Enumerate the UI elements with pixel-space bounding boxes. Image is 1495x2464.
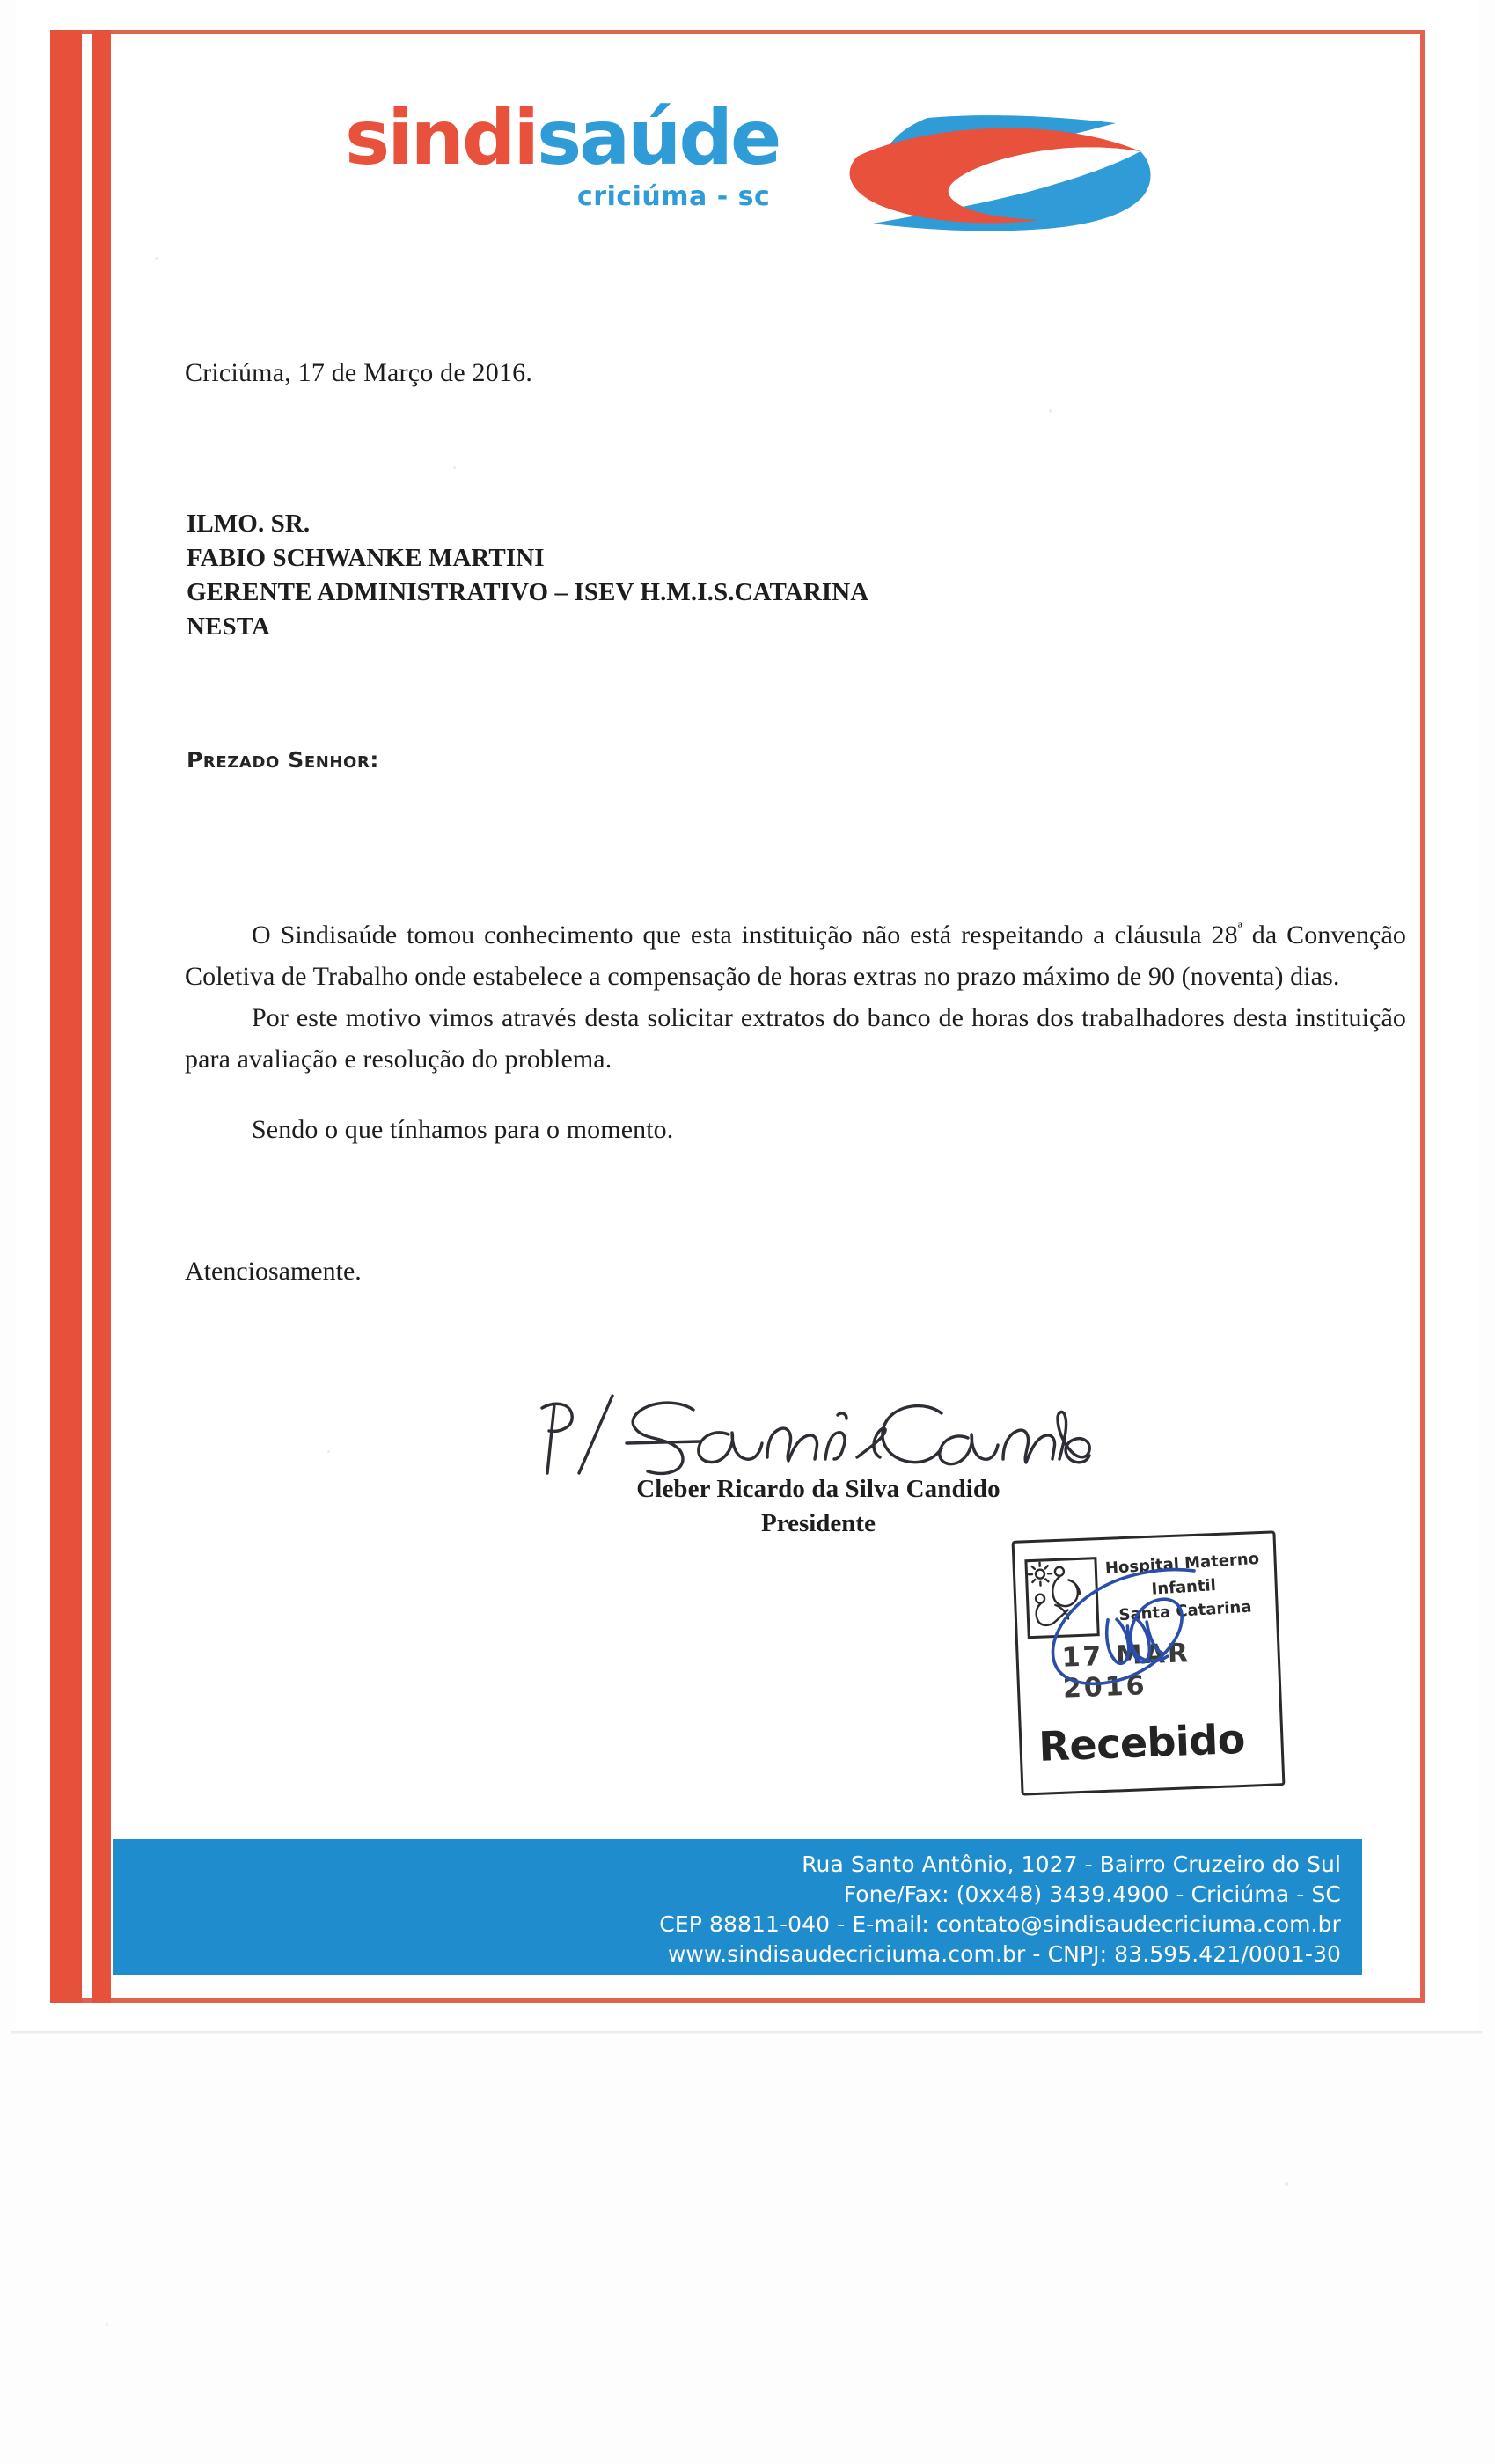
footer-bar — [113, 1839, 1362, 1975]
salutation-line: Prezado Senhor: — [187, 747, 379, 773]
swoosh-logo-icon — [836, 99, 1162, 239]
recipient-block — [187, 507, 868, 644]
footer-line-phone: Fone/Fax: (0xx48) 3439.4900 - Criciúma - SC — [843, 1881, 1341, 1907]
body-paragraph-1-part-b: da Convenção Coletiva de Trabalho onde estabelece a compensação de horas extras no prazo máximo de 90 (noventa) dias. — [185, 920, 1406, 991]
scan-speckle — [106, 2323, 108, 2326]
frame-border-bottom — [73, 1998, 1425, 2003]
body-paragraph-1-part-a: O Sindisaúde tomou conhecimento que esta instituição não está respeitando a cláusula 28 — [252, 920, 1238, 950]
footer-contact-info — [659, 1850, 1341, 1969]
logo-wordmark — [345, 94, 780, 182]
date-line: Criciúma, 17 de Março de 2016. — [185, 358, 533, 387]
stamp-date: 17 MAR 2016 — [1061, 1638, 1191, 1705]
signer-name: Cleber Ricardo da Silva Candido — [636, 1475, 1000, 1503]
letter-body — [185, 908, 1406, 1150]
footer-line-email: CEP 88811-040 - E-mail: contato@sindisaudecriciuma.com.br — [659, 1911, 1341, 1937]
stamp-organization — [1096, 1546, 1271, 1628]
scan-speckle — [327, 1450, 330, 1453]
footer-line-website: www.sindisaudecriciuma.com.br - CNPJ: 83.595.421/0001-30 — [667, 1941, 1341, 1967]
frame-border-right — [1420, 30, 1425, 2003]
scan-speckle — [453, 466, 456, 469]
hospital-logo-icon — [1027, 1560, 1091, 1632]
frame-border-top — [73, 30, 1425, 34]
scan-speckle — [1049, 409, 1052, 413]
logo-word-sindi: sindi — [345, 94, 537, 182]
recipient-line-name: FABIO SCHWANKE MARTINI — [187, 544, 545, 572]
ordinal-indicator: ª — [1237, 920, 1242, 938]
scan-speckle — [1285, 2182, 1288, 2186]
paper-bottom-edge — [11, 2031, 1482, 2034]
scan-speckle — [155, 257, 158, 260]
stamp-received-label: Recebido — [1037, 1714, 1246, 1771]
stamp-org-line-2: Santa Catarina — [1118, 1597, 1253, 1625]
footer-line-address: Rua Santo Antônio, 1027 - Bairro Cruzeiro do Sul — [802, 1852, 1341, 1877]
letterhead — [326, 95, 1162, 253]
signature-block — [493, 1397, 1144, 1538]
body-paragraph-1 — [185, 908, 1406, 997]
left-stripe-thin — [92, 30, 111, 2003]
left-stripe-thick — [50, 30, 82, 2003]
recipient-line-role: GERENTE ADMINISTRATIVO – ISEV H.M.I.S.CATARINA — [187, 578, 869, 606]
body-paragraph-3: Sendo o que tínhamos para o momento. — [252, 1115, 674, 1144]
received-stamp — [1012, 1530, 1286, 1795]
body-paragraph-2: Por este motivo vimos através desta solicitar extratos do banco de horas dos trabalhadores desta instituição para avaliação e resolução do problema. — [185, 1003, 1406, 1074]
logo-tagline: criciúma - sc — [577, 181, 771, 212]
stamp-org-line-1: Hospital Materno Infantil — [1104, 1549, 1260, 1599]
recipient-line-salutation: ILMO. SR. — [187, 510, 311, 538]
closing-line: Atenciosamente. — [185, 1257, 362, 1286]
signer-title: Presidente — [761, 1509, 876, 1537]
stamp-logo-box — [1024, 1557, 1099, 1639]
recipient-line-location: NESTA — [187, 612, 271, 641]
logo-word-saude: saúde — [536, 94, 780, 182]
